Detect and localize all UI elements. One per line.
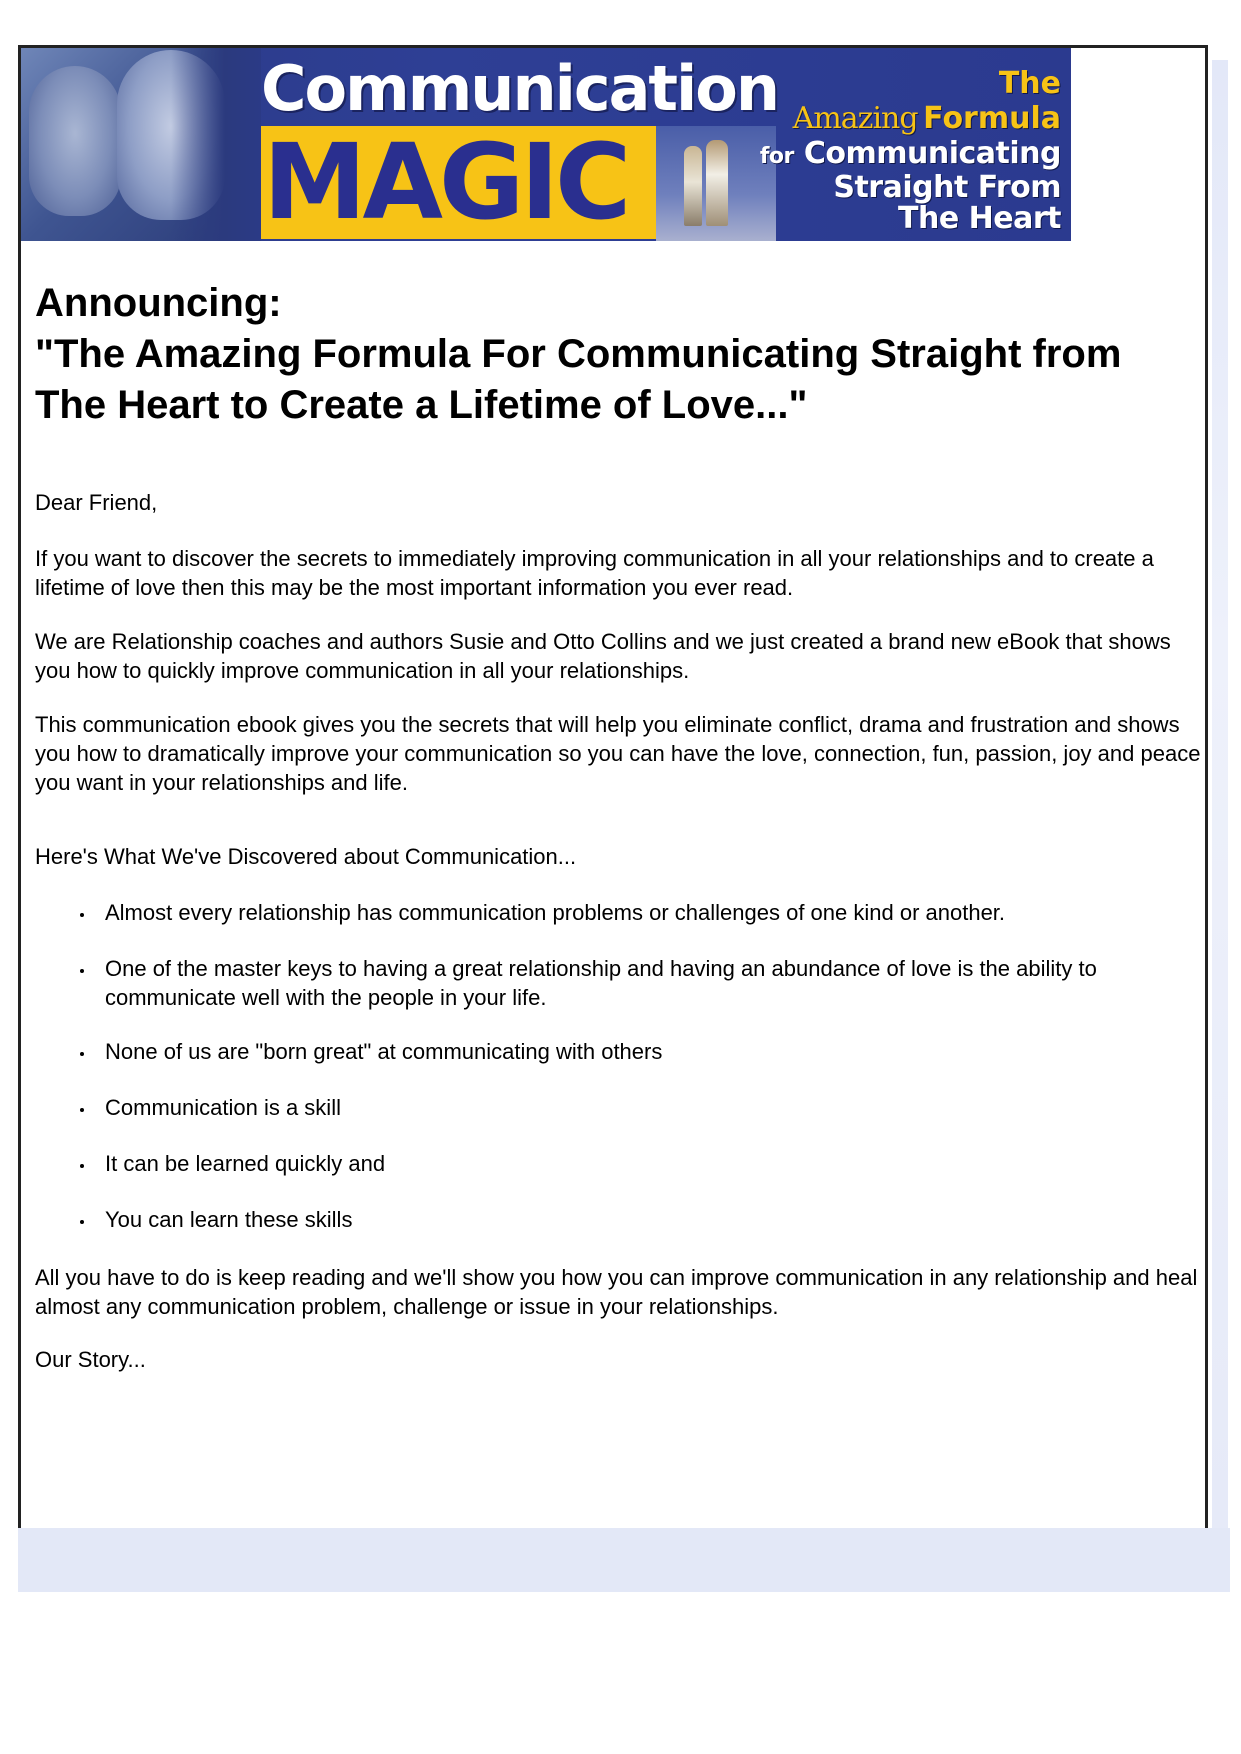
tagline-for: for — [759, 144, 794, 169]
list-item: It can be learned quickly and — [35, 1149, 1241, 1178]
banner-title-communication: Communication — [261, 52, 779, 125]
header-banner — [21, 48, 1071, 241]
headline — [35, 278, 1195, 431]
magic-logo-box — [261, 121, 656, 241]
tagline-the-heart: The Heart — [898, 201, 1061, 236]
list-item: None of us are "born great" at communicating with others — [35, 1037, 1241, 1066]
banner-title-magic: MAGIC — [263, 121, 628, 241]
beach-figure-man — [706, 140, 728, 226]
beach-couple-image — [656, 126, 776, 241]
paragraph-ebook: This communication ebook gives you the secrets that will help you eliminate conflict, drama and frustration and shows you how to dramatically improve your communication so you can have the love, connection, fun, passion, joy and peace you want in your relationships and life. — [35, 712, 1201, 795]
headline-announcing: Announcing: — [35, 281, 282, 325]
paragraph-keep-reading: All you have to do is keep reading and we'll show you how you can improve communication in any relationship and heal almost any communication problem, challenge or issue in your relationships. — [35, 1265, 1198, 1319]
discovered-heading: Here's What We've Discovered about Communication... — [35, 844, 577, 869]
tagline-straight-from: Straight From — [833, 170, 1061, 205]
photo-shadow — [171, 48, 261, 241]
page-frame — [18, 45, 1208, 1528]
our-story-heading: Our Story... — [35, 1347, 146, 1372]
man-face-image — [29, 66, 121, 216]
greeting: Dear Friend, — [35, 490, 158, 515]
tagline-communicating: Communicating — [803, 136, 1061, 171]
banner-tagline — [760, 68, 1061, 234]
footer-band — [18, 1528, 1230, 1592]
list-item: You can learn these skills — [35, 1205, 1241, 1234]
list-item: Almost every relationship has communication problems or challenges of one kind or another. — [35, 898, 1241, 927]
side-decoration-strip — [1212, 60, 1228, 1530]
tagline-the: The — [998, 66, 1061, 101]
list-item: Communication is a skill — [35, 1093, 1241, 1122]
tagline-amazing: Amazing — [792, 101, 918, 136]
paragraph-intro: If you want to discover the secrets to immediately improving communication in all your relationships and to create a lifetime of love then this may be the most important information you ever read. — [35, 546, 1154, 600]
beach-figure-woman — [684, 146, 702, 226]
paragraph-authors: We are Relationship coaches and authors Susie and Otto Collins and we just created a brand new eBook that shows you how to quickly improve communication in all your relationships. — [35, 629, 1171, 683]
couple-photo — [21, 48, 261, 241]
list-item: One of the master keys to having a great relationship and having an abundance of love is the ability to communicate well with the people in your life. — [35, 954, 1205, 1012]
headline-title: "The Amazing Formula For Communicating Straight from The Heart to Create a Lifetime of Love..." — [35, 332, 1122, 427]
tagline-formula: Formula — [923, 101, 1061, 136]
